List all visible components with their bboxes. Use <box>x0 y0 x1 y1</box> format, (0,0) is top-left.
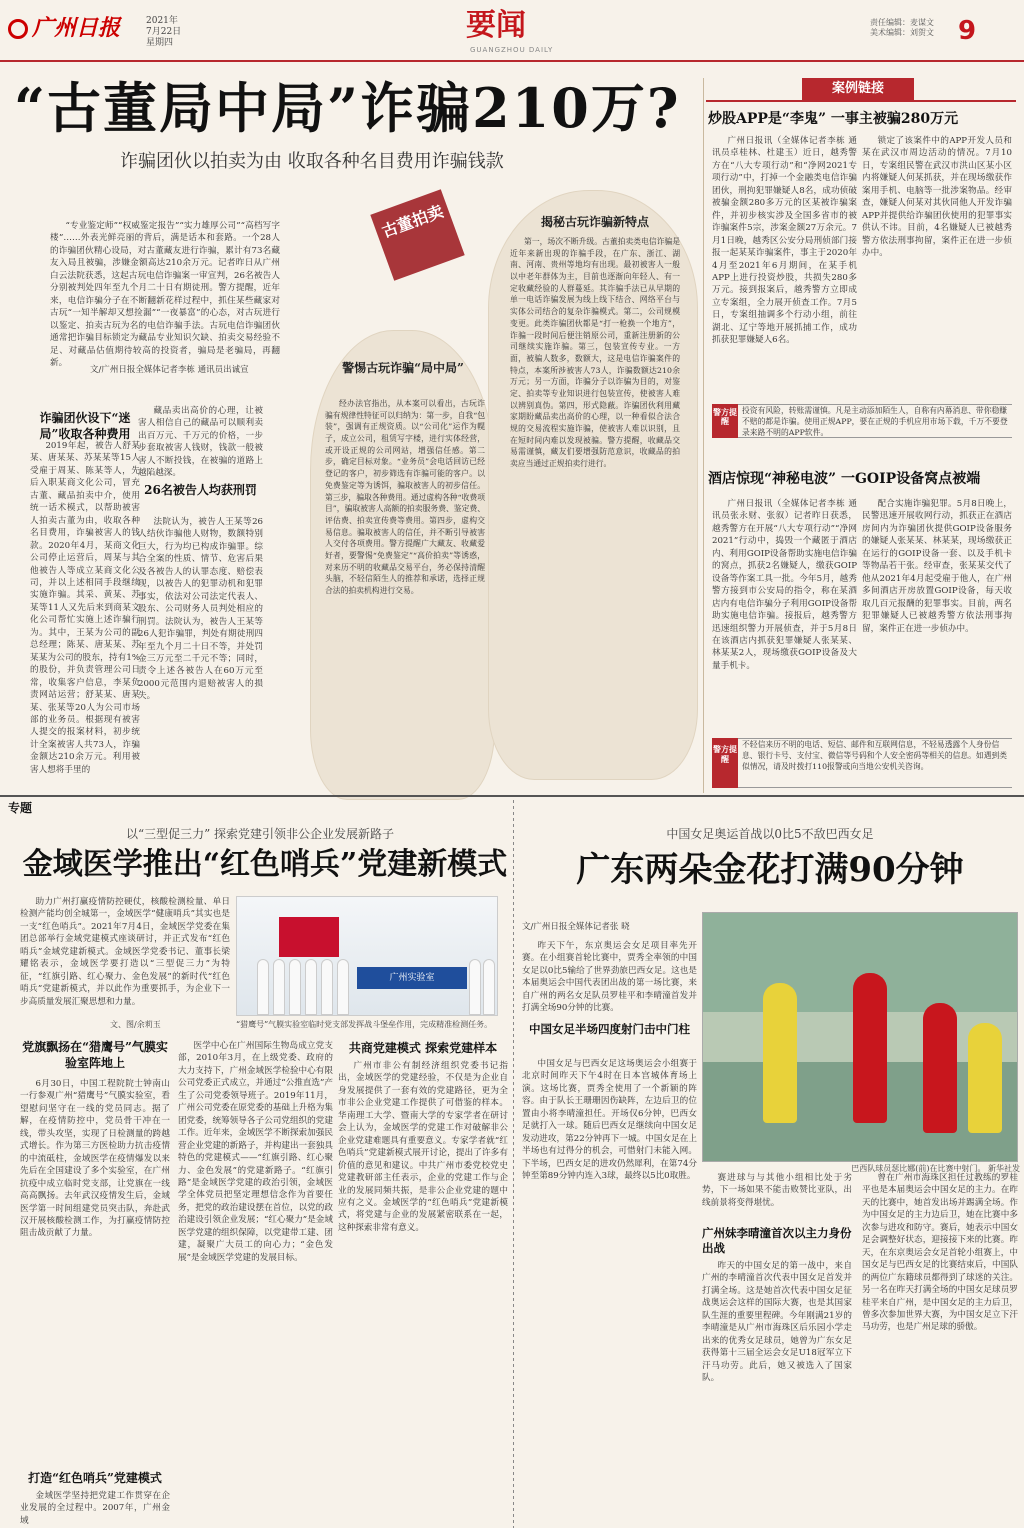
column-divider <box>703 78 704 793</box>
br-col2-text: 赛进球与与其他小组相比处于劣势，下一场如果不能击败赞比亚队，出线前景将变得堪忧。 <box>702 1173 852 1208</box>
logo-ring-icon <box>8 19 28 39</box>
page-number: 9 <box>958 16 977 46</box>
person-figure <box>483 959 495 1015</box>
vase-right-text: 第一，场次不断升级。古董拍卖类电信诈骗是近年来新出现的诈骗手段，在广东、浙江、湖南、河南、贵州等地均有出现。最初被害人一般以中老年群体为主，目前也逐渐向年轻人、有一定收藏经验的人群蔓延。其诈骗手法已从早期的单一电话诈骗发展为线上线下结合、网络平台与实体公司结合的复杂诈骗模式。第二，公司规模变更。此类诈骗团伙都是“打一枪换一个地方”，诈骗一段时间后便注销原公司，重新注册新的公司继续实施诈骗。第三，包装宣传专业。一方面，被骗人数多，数额大，这是电信诈骗案件的特点，本案所涉被害人73人，诈骗数额达210余万元；另一方面，诈骗分子以诈骗为目的，对鉴定、拍卖等专业知识进行包装宣传，使被害人难以辨别真伪。第四，形式隐蔽。诈骗团伙利用藏家期盼藏品卖出高价的心理，以一种看似合法合规的交易流程实施诈骗，使被害人难以识别，且在短时间内难以发现被骗。警方提醒，收藏品交易需谨慎，藏友们要增强防范意识，收藏品的拍卖应当通过正规拍卖行进行。 <box>510 237 680 469</box>
case2-col-a: 广州日报讯（全媒体记者李栋 通讯员张永财、张叙）记者昨日获悉，越秀警方在开展“八大专项行动”“净网2021”行动中，捣毁一个藏匿于酒店内、利用GOIP设备帮助实施电信诈骗的窝点，抓获2名嫌疑人，缴获GOIP设备等作案工具一批。今年5月，越秀警方接到市公安局的指令，称在某酒店内有电信诈骗分子利用GOIP设备帮助实施电信诈骗。接报后，越秀警方迅速组织警力开展侦查，并于5月8日在该酒店内抓获犯罪嫌疑人张某某、林某某2人，现场缴获GOIP设备及大量手机卡。 <box>712 499 857 671</box>
bl-intro: 助力广州打赢疫情防控硬仗，核酸检测检量、单日检测产能均创全城第一，金域医学“健康哨兵”其实也是一支“红色哨兵”。2021年7月4日，金域医学党委在集团总部举行金域党建模式座谈研讨，并正式发布“红色哨兵”金域党建新模式。金域医学党委书记、董事长梁耀铭表示，金域医学要打造以“三型促三力”为特征，“红旗引路、红心聚力、金色发展”的新时代“红色哨兵”党建新模式，并以此作为重要抓手，为企业下一步高质量发展汇聚思想和力量。 <box>20 897 230 1007</box>
bl-col1-heading: 党旗飘扬在“猎鹰号”气膜实验室阵地上 <box>22 1040 168 1070</box>
person-figure <box>305 959 317 1015</box>
bl-col2-text: 医学中心在广州国际生物岛成立党支部，2010年3月，在上级党委、政府的大力支持下，广州金域医学检验中心有限公司党委正式成立，并通过“公推直选”产生了公司党委领导班子。2019年11月，广州公司党委在原党委的基础上升格为集团党委，统筹领导各子公司党组织的党建工作。近年来，金域医学不断探索加强民营企业党建的新路子，并构建出一套独具特色的党建模式——“红旗引路、红心聚力、金色发展”的党建新路子。“红旗引路”是金域医学党建的政治引领，金域医学全体党员把坚定理想信念作为首要任务，把党的政治建设摆在首位，以党的政治建设引领企业发展；“红心聚力”是金域医学党建的组织保障，以党建带工建、团建，凝聚广大员工的向心力；“金色发展”是金域医学党建的发展目标。 <box>178 1041 333 1263</box>
br-col2-text-b: 昨天的中国女足的第一战中，来自广州的李晴潼首次代表中国女足首发并打满全场。这是她首次代表中国女足征战奥运会这样的国际大赛，也是其国家队生涯的重要里程碑。今年刚满21岁的李晴潼是从广州市海珠区后乐园小学走出来的优秀女足球员，她曾为广东女足获得第十三届全运会女足U18冠军立下汗马功劳。此后，她又被选入了国家队。 <box>702 1261 852 1384</box>
case-link-tag: 案例链接 <box>802 78 914 100</box>
br-kicker: 中国女足奥运首战以0比5不敌巴西女足 <box>666 827 874 841</box>
police-tip-text-1: 投资有风险，转账需谨慎。凡是主动添加陌生人，自称有内幕消息、带你稳赚不赔的都是诈骗。使用正规APP，要在正规的手机应用市场下载，千万不要登录来路不明的APP软件。 <box>742 406 1008 437</box>
lab-banner: 广州实验室 <box>357 967 467 989</box>
lead-col2-text: 藏品卖出高价的心理，让被害人相信自己的藏品可以顺利卖出百万元、千万元的价格，一步步套取被害人钱财，钱款一般被害人不断投钱，在被骗的道路上越陷越深。 <box>138 406 263 479</box>
bl-kicker: 以“三型促三力” 探索党建引领非公企业发展新路子 <box>125 827 395 841</box>
newspaper-logo: 广州日报 <box>8 14 120 44</box>
person-figure <box>257 959 269 1015</box>
special-topic-label: 专题 <box>8 801 33 815</box>
person-figure <box>273 959 285 1015</box>
bl-col1-text: 6月30日，中国工程院院士钟南山一行参观广州“猎鹰号”气膜实验室，看望慰问坚守在一线的党员同志。据了解，在疫情防控中，党员骨干冲在一线，带头攻坚，实现了日检测量的跨越式增长。作为第三方医检助力抗击疫情的中流砥柱，金域医学在疫情爆发以来先后在全国建设了多个实验室，在广州抗疫中成立临时党支部，让党旗在一线高高飘扬。去年武汉疫情发生后，金域医学第一时间组建党员突击队，奔赴武汉开展核酸检测工作，为打赢疫情防控阻击战贡献了力量。 <box>20 1079 170 1239</box>
case2-headline: 酒店惊现“神秘电波” 一GOIP设备窝点被端 <box>708 471 981 487</box>
vase-right-title: 揭秘古玩诈骗新特点 <box>540 215 649 229</box>
case-rule <box>706 100 1016 102</box>
lead-col2-text-b: 法院认为，被告人王某等26人结伙诈骗他人财物，数额特别巨大，行为均已构成诈骗罪。综合全案的性质、情节、危害后果及各被告人的认罪态度、赔偿表现，以被告人的犯罪动机和犯罪事实，依法对公司法定代表人、股东、公司财务人员判处相应的刑罚。法院认为，被告人王某等26人犯诈骗罪，判处有期徒刑四年至九个月二十日不等，并处罚金三万元至二千元不等；同时，责令上述各被告人在60万元至2000元范围内退赔被害人的损失。 <box>138 517 263 702</box>
br-col2-heading: 广州妹李晴潼首次以主力身份出战 <box>702 1226 852 1255</box>
bl-photo-caption: “猎鹰号”气膜实验室临时党支部发挥战斗堡垒作用，完成精准检测任务。 <box>236 1020 493 1029</box>
person-figure <box>321 959 333 1015</box>
police-tip-tag-2: 警方提醒 <box>712 738 738 788</box>
vase-left-text: 经办法官指出，从本案可以看出，古玩诈骗有规律性特征可以归纳为：第一步，自我“包装”，强调有正规资质。以“公司化”运作为幌子，成立公司，租赁写字楼，进行实体经营，或开设正规的公司网站，增强信任感。第二步，确定目标对象。“业务员”会电话回访已经登记的客户，初步筛选有诈骗可能的客户。以免费鉴定等为诱饵，骗取被害人的初步信任。第三步，骗取各种费用。通过虚构各种“收费项目”，骗取被害人高额的拍卖服务费、鉴定费、评估费、拍卖宣传费等费用。第四步，虚构交易信息。骗取被害人的信任，并不断引导被害人交付各项费用。警方提醒广大藏友、收藏爱好者，要警惕“免费鉴定”“高价拍卖”等诱惑，对来历不明的收藏品交易平台，务必保持清醒头脑，不轻信陌生人的推荐和承诺，选择正规合法的拍卖机构进行交易。 <box>325 399 485 595</box>
case1-col-b: 锁定了该案件中的APP开发人员和某在武汉市周边活动的情况。7月10日，专案组民警在武汉市洪山区某小区内将嫌疑人何某抓获，并在现场缴获作案用手机、电脑等一批涉案物品。经审查，嫌疑人何某对其伙同他人开发诈骗APP并提供给诈骗团伙使用的犯罪事实供认不讳。目前，4名嫌疑人已被越秀警方依法刑事拘留，案件正在进一步侦办中。 <box>862 136 1012 259</box>
lead-col2-heading: 26名被告人均获刑罚 <box>144 483 257 497</box>
br-col1-text-b: 中国女足与巴西女足这场奥运会小组赛于北京时间昨天下午4时在日本宫城体育场上演。这场比赛，贾秀全使用了一个新颖的阵容。由于队长王珊珊因伤缺阵，左边后卫的位置由小将李晴潼担任。开场仅6分钟，巴西女足就打入一球。随后巴西女足继续向中国女足发动进攻，第22分钟再下一城。中国女足在上半场也有过得分的机会，可惜射门未能入网。下半场，巴西女足的进攻仍然犀利，在第74分钟至第89分钟内连入3球，最终以5比0取胜。 <box>522 1059 697 1182</box>
lab-photo <box>236 896 498 1016</box>
bl-byline: 文、图/余莉玉 <box>110 1020 161 1029</box>
football-photo <box>702 912 1018 1162</box>
br-photo-caption: 巴西队球员瑟比娜(前)在比赛中射门。 新华社发 <box>851 1164 1020 1173</box>
bl-col3-text: 广州市非公有制经济组织党委书记指出，金域医学的党建经验，不仅是为企业自身发展提供了一套有效的党建路径，更为全市非公企业党建工作提供了可借鉴的样本。华南理工大学、暨南大学的专家学者在研讨会上认为，金域医学的党建工作对破解非公企业党建难题具有重要意义。专家学者就“红色哨兵”党建新模式展开讨论，提出了许多有价值的意见和建议。中共广州市委党校党史党建教研部主任表示，企业的党建工作与企业的发展同频共振，是非公企业党建的题中应有之义。金域医学的“红色哨兵”党建新模式，将党建与企业的发展紧密联系在一起，这种探索非常有意义。 <box>338 1061 508 1233</box>
police-tip-tag-1: 警方提醒 <box>712 404 738 438</box>
player-red <box>853 973 887 1123</box>
gavel-illustration: 古董拍卖 <box>370 189 464 280</box>
lead-intro: “专业鉴定师”“权威鉴定报告”“实力雄厚公司”“高档写字楼”……外表光鲜亮丽的背后，满是话本和套路。一个28人的诈骗团伙精心设局，对古董藏友进行诈骗，累计有73名藏友入局且被骗，涉嫌金额高达210余万元。记者昨日从广州白云法院获悉，这起古玩电信诈骗案一审宣判，26名被告人分别被判处四年至九个月二十日有期徒刑。警方提醒，近年来，电信诈骗分子在不断翻新花样过程中，抓住某些藏家对古玩“一知半解却又想捡漏”“一夜暴富”的心态，对古玩进行以鉴定、拍卖古玩为名的电信诈骗手法。古玩电信诈骗团伙通常把诈骗目标锁定为藏品专业知识欠缺、拍卖交易经验不足、对藏品估值期待较高的投资者，骗局是老骗局，再翻新。 <box>50 221 280 368</box>
vase-left-title: 警惕古玩诈骗“局中局” <box>342 361 464 375</box>
issue-date: 2021年 7月22日 星期四 <box>146 16 182 48</box>
br-headline: 广东两朵金花打满90分钟 <box>576 850 964 890</box>
police-tip-text-2: 不轻信来历不明的电话、短信、邮件和互联网信息，不轻易透露个人身份信息、银行卡号、支付宝、微信等号码和个人安全密码等相关的信息。如遇到类似情况，请及时拨打110报警或向当地公安机关咨询。 <box>742 740 1008 771</box>
lead-col1-heading: 诈骗团伙设下“迷局”收取各种费用 <box>39 411 131 442</box>
lead-byline: 文/广州日报全媒体记者李栋 通讯员出诚宣 <box>90 365 249 375</box>
person-figure <box>289 959 301 1015</box>
section-subtitle: GUANGZHOU DAILY <box>470 46 554 54</box>
bl-col3-heading: 共商党建模式 探索党建样本 <box>348 1041 498 1055</box>
lead-subhead: 诈骗团伙以拍卖为由 收取各种名目费用诈骗钱款 <box>120 151 504 172</box>
player-yellow <box>968 1023 1002 1133</box>
br-byline: 文/广州日报全媒体记者张 晓 <box>522 922 630 932</box>
person-figure <box>337 959 349 1015</box>
br-col3-text: 曾在广州市海珠区担任过教练的罗桂平也是本届奥运会中国女足的主力。在昨天的比赛中，她首发出场并踢满全场。作为中国女足的主力边后卫，她在比赛中多次参与进攻和防守。赛后，她表示中国女足会调整好状态，迎接接下来的比赛。昨天，在东京奥运会女足首轮小组赛上，中国女足与巴西女足的比赛结束后，中国队的两位广东籍球员都得到了球迷的关注。另一名在昨天打满全场的中国女足球员罗桂平来自广州，是中国女足的主力后卫，曾多次参加世界大赛，为中国女足立下汗马功劳，也是广州足球的骄傲。 <box>862 1173 1018 1333</box>
dashed-divider <box>513 800 514 1528</box>
section-divider <box>0 795 1024 797</box>
editors: 责任编辑：麦谋文 美术编辑：刘贺文 <box>870 18 934 38</box>
player-red <box>923 1003 957 1133</box>
player-yellow <box>763 983 797 1123</box>
lead-headline: “古董局中局”诈骗210万? <box>14 76 681 140</box>
person-figure <box>469 959 481 1015</box>
bl-headline: 金域医学推出“红色哨兵”党建新模式 <box>22 847 508 882</box>
case1-col-a: 广州日报讯（全媒体记者李栋 通讯员卓桂林、杜建玉）近日，越秀警方在“八大专项行动”和“净网2021专项行动”中，打掉一个金融类电信诈骗团伙，刑拘犯罪嫌疑人8名，成功侦破被骗金额280多万元的区某被诈骗案件，并初步核实涉及全国多省市的被诈骗案件5宗，涉案金额27万余元。7月1日晚，越秀区公安分局刑侦部门接报一起某某诈骗案件，事主于2020年4月至2021年6月期间，在某手机APP上进行投资炒股，共损失280多万元。接到报案后，越秀警方立即成立专案组，全力展开侦查工作。7月5日，专案组抽调多个行动小组，前往湖北、辽宁等地开展抓捕工作，成功抓获犯罪嫌疑人6名。 <box>712 136 857 346</box>
br-col1-text: 昨天下午，东京奥运会女足项目率先开赛。在小组赛首轮比赛中，贾秀全率领的中国女足以0比5输给了世界劲旅巴西女足。这也是本届奥运会中国代表团出战的第一场比赛，来自广州的两名女足队员罗桂平和李晴潼首发并打满全场90分钟的比赛。 <box>522 941 697 1014</box>
section-title: 要闻 <box>466 8 526 43</box>
case2-col-b: 配合实施诈骗犯罪。5月8日晚上，民警迅速开展收网行动，抓获正在酒店房间内为诈骗团伙提供GOIP设备服务的嫌疑人张某某、林某某，现场缴获正在运行的GOIP设备一套、以及手机卡等物品若干张。经审查，张某某交代了他从2021年4月起受雇于他人，在广州多间酒店开房放置GOIP设备，每天收取几百元报酬的犯罪事实。目前，两名犯罪嫌疑人已被越秀警方依法刑事拘留，案件正在进一步侦办中。 <box>862 499 1012 634</box>
lead-col1-text: 2019年起，被告人舒某某、唐某某、苏某某等15人受雇于周某、陈某等人，先后入职某商文化公司，冒充古董、藏品拍卖中介，使用统一话术模式，以帮助被害人拍卖古董为由，收取各种名目费用，诈骗被害人的钱款。2020年4月，某商文化公司停止运营后，周某与其他被告人等成立某商文化公司，并以上述相同手段继续实施诈骗。其采、黄某、苏某等11人又先后来到商某文化公司帮忙实施上述诈骗行为。其中，王某为公司的副总经理；陈某、唐某某、苏某某为公司的股东，持有1%的股份，并负责管理公司日常，收集客户信息，李某负责网站运营；舒某某、唐某某、张某等20人为公司市场部的业务员。根据现有被害人提交的报案材料，初步统计全案被害人共73人，诈骗金额达210余万元。利用被害人想将手里的 <box>30 441 140 775</box>
bl-col1-text-2: 金域医学坚持把党建工作贯穿在企业发展的全过程中。2007年，广州金域 <box>20 1491 170 1526</box>
party-flag <box>279 917 339 957</box>
bl-col1-heading-2: 打造“红色哨兵”党建模式 <box>28 1471 162 1485</box>
case1-headline: 炒股APP是“李鬼” 一事主被骗280万元 <box>708 111 959 127</box>
br-col1-heading: 中国女足半场四度射门击中门柱 <box>529 1022 690 1036</box>
